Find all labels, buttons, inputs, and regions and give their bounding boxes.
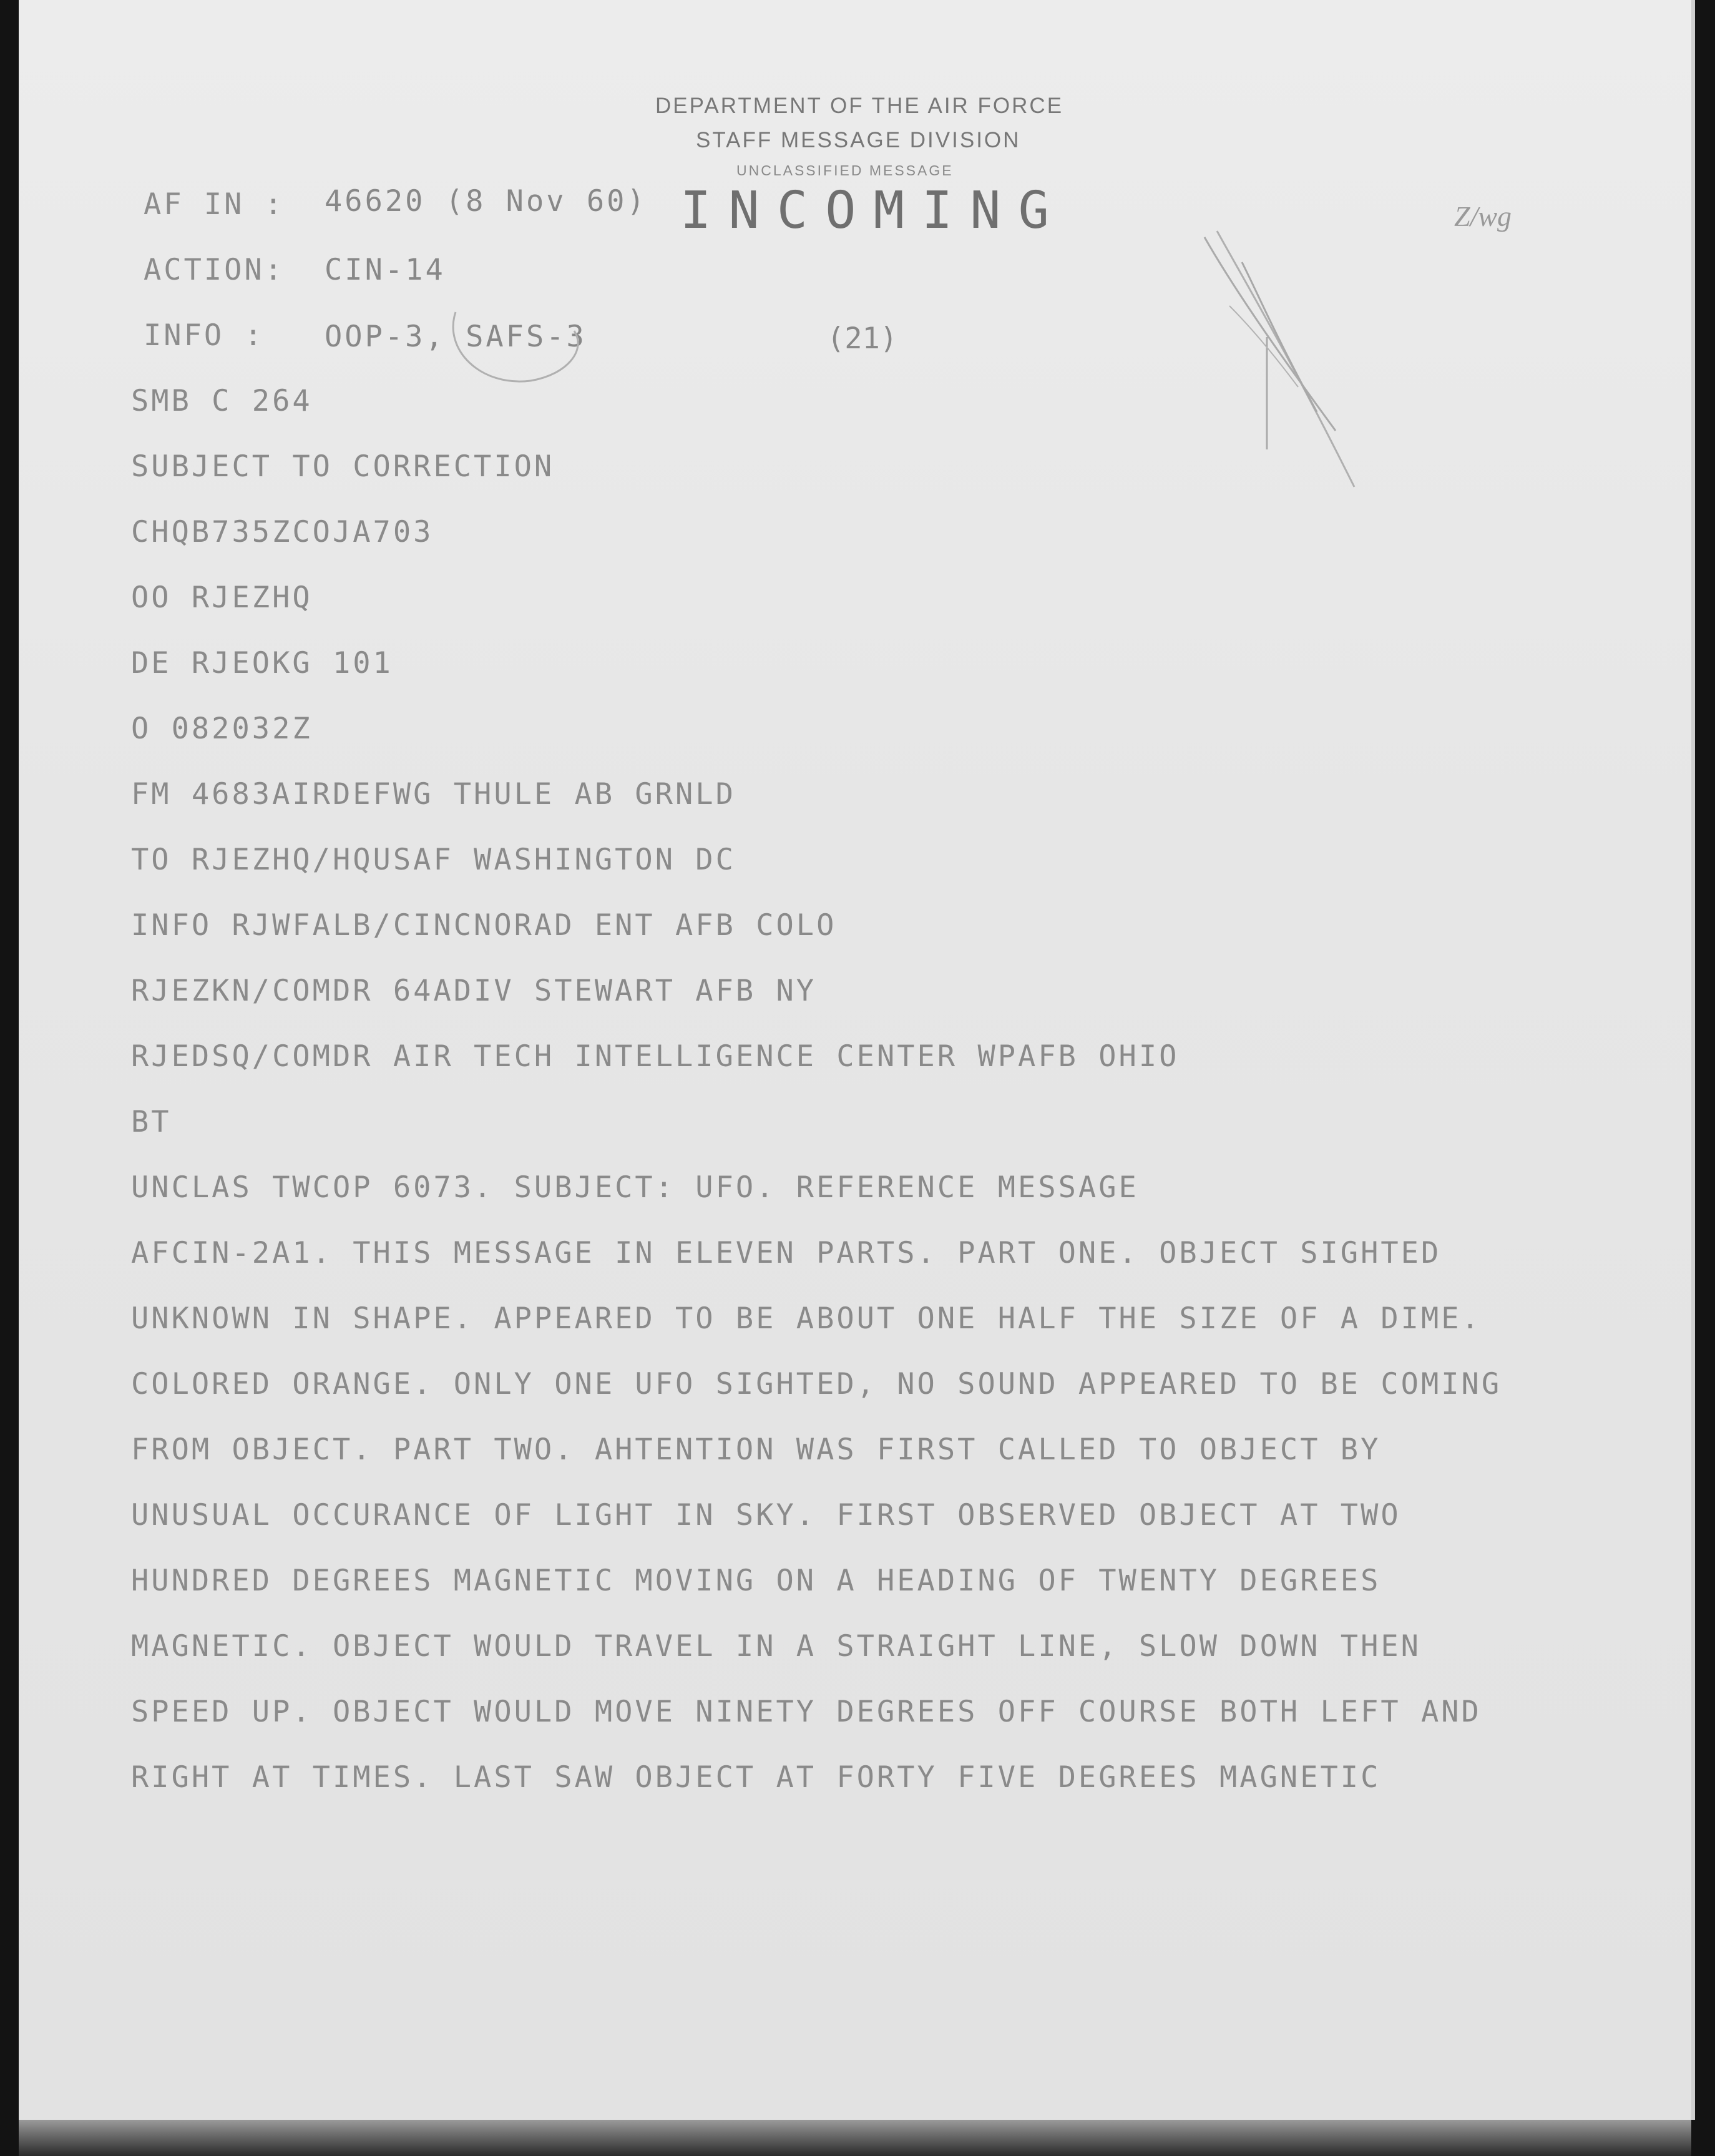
message-line: RIGHT AT TIMES. LAST SAW OBJECT AT FORTY FIVE DEGREES MAGNETIC xyxy=(131,1760,1381,1795)
message-line: CHQB735ZCOJA703 xyxy=(131,515,434,549)
message-sheet xyxy=(19,0,1695,2120)
message-line: UNKNOWN IN SHAPE. APPEARED TO BE ABOUT ONE HALF THE SIZE OF A DIME. xyxy=(131,1301,1482,1336)
message-line: SMB C 264 xyxy=(131,384,313,418)
af-in-value: 46620 (8 Nov 60) xyxy=(325,184,647,218)
message-line: OO RJEZHQ xyxy=(131,581,313,615)
info-label: INFO : xyxy=(144,318,265,353)
message-line: DE RJEOKG 101 xyxy=(131,646,393,680)
division-heading: STAFF MESSAGE DIVISION xyxy=(696,128,1021,152)
message-line: O 082032Z xyxy=(131,712,313,746)
handwritten-initials: Z/wg xyxy=(1454,200,1512,232)
action-value: CIN-14 xyxy=(325,253,446,287)
classification-label: UNCLASSIFIED MESSAGE xyxy=(736,162,954,179)
message-line: INFO RJWFALB/CINCNORAD ENT AFB COLO xyxy=(131,908,837,943)
pencil-circle-icon xyxy=(443,293,593,393)
message-line: MAGNETIC. OBJECT WOULD TRAVEL IN A STRAIGHT LINE, SLOW DOWN THEN xyxy=(131,1629,1421,1664)
action-label: ACTION: xyxy=(144,253,285,287)
message-line: HUNDRED DEGREES MAGNETIC MOVING ON A HEADING OF TWENTY DEGREES xyxy=(131,1564,1381,1598)
message-line: BT xyxy=(131,1105,172,1139)
message-line: RJEDSQ/COMDR AIR TECH INTELLIGENCE CENTER WPAFB OHIO xyxy=(131,1039,1180,1074)
message-line: TO RJEZHQ/HQUSAF WASHINGTON DC xyxy=(131,843,736,877)
scan-bottom-edge xyxy=(19,2120,1691,2156)
message-line: COLORED ORANGE. ONLY ONE UFO SIGHTED, NO SOUND APPEARED TO BE COMING xyxy=(131,1367,1502,1401)
route-code: (21) xyxy=(827,321,898,356)
message-line: SPEED UP. OBJECT WOULD MOVE NINETY DEGREES OFF COURSE BOTH LEFT AND xyxy=(131,1695,1482,1729)
incoming-title: INCOMING xyxy=(680,181,1067,240)
info-value: OOP-3, SAFS-3 xyxy=(325,320,587,354)
message-line: UNCLAS TWCOP 6073. SUBJECT: UFO. REFERENCE MESSAGE xyxy=(131,1170,1139,1205)
department-heading: DEPARTMENT OF THE AIR FORCE xyxy=(655,94,1064,118)
af-in-label: AF IN : xyxy=(144,187,285,222)
pencil-scribble-icon xyxy=(1192,225,1379,506)
message-line: RJEZKN/COMDR 64ADIV STEWART AFB NY xyxy=(131,974,817,1008)
message-line: UNUSUAL OCCURANCE OF LIGHT IN SKY. FIRST OBSERVED OBJECT AT TWO xyxy=(131,1498,1401,1532)
message-line: FROM OBJECT. PART TWO. AHTENTION WAS FIRST CALLED TO OBJECT BY xyxy=(131,1433,1381,1467)
message-line: AFCIN-2A1. THIS MESSAGE IN ELEVEN PARTS. PART ONE. OBJECT SIGHTED xyxy=(131,1236,1442,1270)
message-line: FM 4683AIRDEFWG THULE AB GRNLD xyxy=(131,777,736,811)
message-line: SUBJECT TO CORRECTION xyxy=(131,449,555,484)
